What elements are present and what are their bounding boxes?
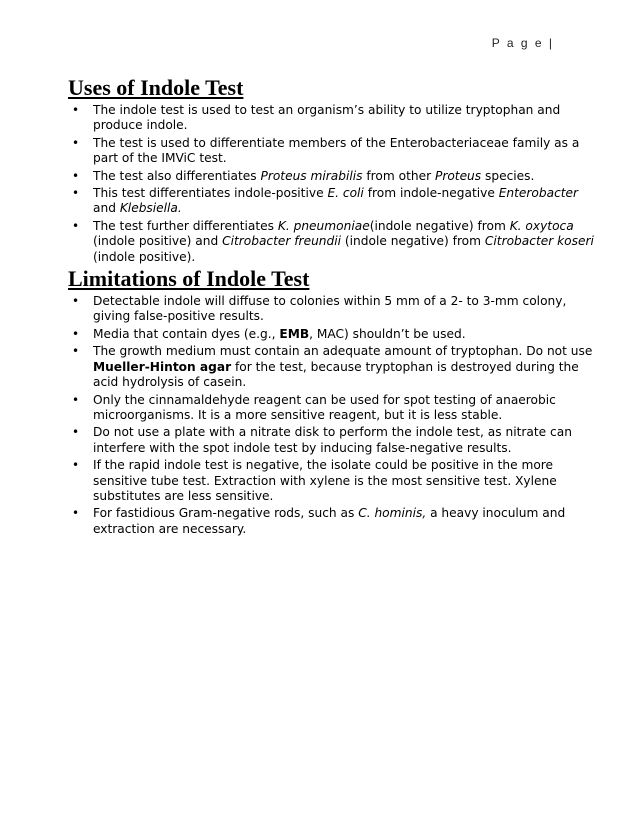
section-heading: Uses of Indole Test <box>68 75 244 100</box>
text-run: , MAC) shouldn’t be used. <box>309 326 466 341</box>
bullet-icon: • <box>72 425 80 440</box>
document-body <box>68 76 598 537</box>
bullet-icon: • <box>72 218 80 233</box>
list-item <box>68 393 598 424</box>
bullet-icon: • <box>72 344 80 359</box>
italic-text: C. hominis, <box>358 506 427 521</box>
bold-text: Mueller-Hinton agar <box>93 359 232 374</box>
bullet-icon: • <box>72 294 80 309</box>
italic-text: K. pneumoniae <box>277 218 370 233</box>
list-item <box>68 169 598 184</box>
list-item <box>68 425 598 456</box>
text-run: species. <box>481 168 535 183</box>
text-run: Detectable indole will diffuse to colonies within 5 mm of a 2- to 3-mm colony, giving false-positive results. <box>93 294 567 324</box>
text-run: a heavy inoculum and extraction are necessary. <box>93 506 566 536</box>
uses-list <box>68 103 598 265</box>
italic-text: Citrobacter freundii <box>222 234 342 249</box>
bullet-icon: • <box>72 392 80 407</box>
bullet-icon: • <box>72 326 80 341</box>
text-run: (indole negative) from <box>369 218 510 233</box>
bullet-icon: • <box>72 186 80 201</box>
italic-text: K. oxytoca <box>509 218 574 233</box>
bullet-icon: • <box>72 103 80 117</box>
text-run: Media that contain dyes (e.g., <box>93 326 280 341</box>
bullet-icon: • <box>72 506 80 521</box>
list-item <box>68 327 598 342</box>
list-item <box>68 186 598 217</box>
text-run: The test is used to differentiate members of the Enterobacteriaceae family as a part of the IMViC test. <box>93 135 580 166</box>
text-run: (indole negative) from <box>341 234 485 249</box>
text-run: (indole positive) and <box>93 234 223 249</box>
text-run: from other <box>362 168 435 183</box>
list-item <box>68 103 598 134</box>
text-run: (indole positive). <box>93 249 196 264</box>
text-run: and <box>93 201 120 216</box>
bold-text: EMB <box>279 326 310 341</box>
italic-text: Klebsiella. <box>119 201 182 216</box>
bullet-icon: • <box>72 135 80 150</box>
text-run: The test further differentiates <box>93 218 278 233</box>
list-item <box>68 506 598 537</box>
text-run: The indole test is used to test an organism’s ability to utilize tryptophan and produce indole. <box>93 103 561 133</box>
italic-text: Enterobacter <box>498 186 579 201</box>
limitations-list <box>68 294 598 537</box>
text-run: The growth medium must contain an adequate amount of tryptophan. Do not use <box>93 344 593 359</box>
text-run: This test differentiates indole-positive <box>93 186 328 201</box>
italic-text: Citrobacter koseri <box>484 234 594 249</box>
list-item <box>68 344 598 390</box>
text-run: The test also differentiates <box>93 168 261 183</box>
italic-text: Proteus mirabilis <box>260 168 363 183</box>
uses-section <box>68 76 598 265</box>
text-run: Only the cinnamaldehyde reagent can be used for spot testing of anaerobic microorganisms. It is a more sensitive reagent, but it is less stable. <box>93 392 556 422</box>
italic-text: E. coli <box>327 186 364 201</box>
text-run: For fastidious Gram-negative rods, such as <box>93 506 359 521</box>
text-run: Do not use a plate with a nitrate disk to perform the indole test, as nitrate can interfere with the spot indole test by inducing false-negative results. <box>93 425 572 455</box>
bullet-icon: • <box>72 168 80 183</box>
section-heading: Limitations of Indole Test <box>68 266 310 292</box>
page-number-header: P a g e | <box>491 36 554 50</box>
list-item <box>68 294 598 325</box>
text-run: from indole-negative <box>363 186 499 201</box>
list-item <box>68 458 598 504</box>
text-run: for the test, because tryptophan is destroyed during the acid hydrolysis of casein. <box>93 359 579 390</box>
list-item <box>68 219 598 265</box>
bullet-icon: • <box>72 458 80 473</box>
italic-text: Proteus <box>434 168 482 183</box>
text-run: If the rapid indole test is negative, the isolate could be positive in the more sensitive tube test. Extraction with xylene is the most sensitive test. Xylene substitutes are less sensitive. <box>93 458 557 503</box>
limitations-section <box>68 267 598 537</box>
list-item <box>68 136 598 167</box>
